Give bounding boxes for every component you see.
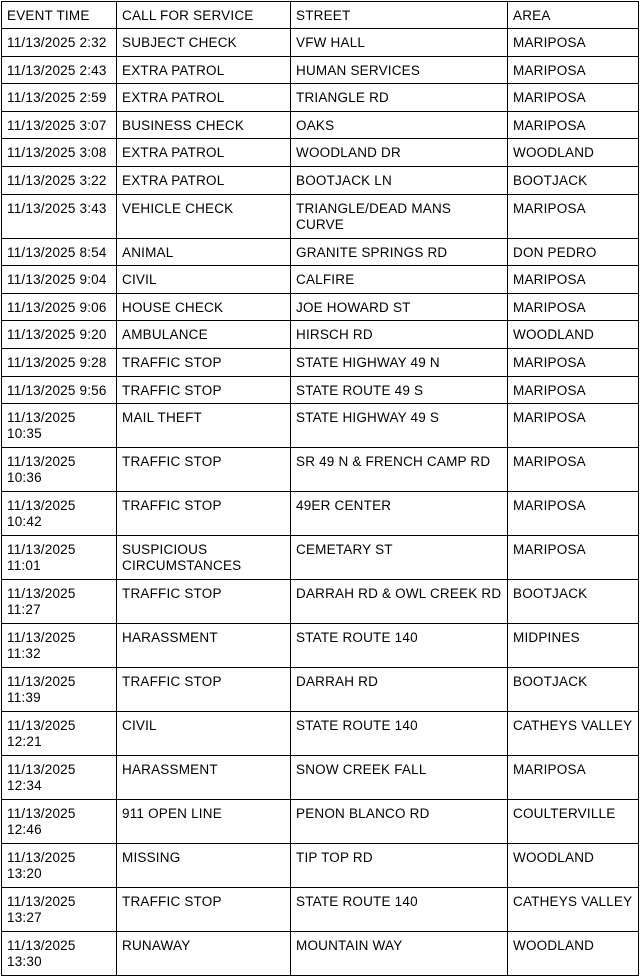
area-cell: WOODLAND <box>508 139 639 167</box>
table-row <box>2 139 639 167</box>
area-cell: MARIPOSA <box>508 84 639 112</box>
street-cell: BOOTJACK LN <box>291 166 508 194</box>
event-time-cell: 11/13/2025 9:20 <box>2 321 117 349</box>
street-cell: TIP TOP RD <box>291 844 508 888</box>
event-time-cell: 11/13/2025 9:06 <box>2 293 117 321</box>
event-time-cell: 11/13/2025 13:30 <box>2 932 117 976</box>
street-cell: TRIANGLE RD <box>291 84 508 112</box>
table-row <box>2 376 639 404</box>
street-cell: DARRAH RD & OWL CREEK RD <box>291 580 508 624</box>
call-for-service-cell: MISSING <box>117 844 291 888</box>
table-row <box>2 194 639 238</box>
call-for-service-cell: TRAFFIC STOP <box>117 888 291 932</box>
area-cell: COULTERVILLE <box>508 800 639 844</box>
table-row <box>2 932 639 976</box>
area-cell: WOODLAND <box>508 844 639 888</box>
event-time-cell: 11/13/2025 9:04 <box>2 266 117 294</box>
call-for-service-cell: SUBJECT CHECK <box>117 29 291 57</box>
call-for-service-cell: TRAFFIC STOP <box>117 448 291 492</box>
call-for-service-cell: TRAFFIC STOP <box>117 668 291 712</box>
table-row <box>2 536 639 580</box>
header-call-for-service: CALL FOR SERVICE <box>117 2 291 29</box>
event-time-cell: 11/13/2025 10:42 <box>2 492 117 536</box>
area-cell: BOOTJACK <box>508 580 639 624</box>
event-time-cell: 11/13/2025 11:39 <box>2 668 117 712</box>
table-row <box>2 321 639 349</box>
call-for-service-cell: AMBULANCE <box>117 321 291 349</box>
call-log-table <box>1 1 639 976</box>
event-time-cell: 11/13/2025 3:08 <box>2 139 117 167</box>
area-cell: WOODLAND <box>508 932 639 976</box>
call-for-service-cell: CIVIL <box>117 712 291 756</box>
call-for-service-cell: BUSINESS CHECK <box>117 111 291 139</box>
table-row <box>2 56 639 84</box>
event-time-cell: 11/13/2025 2:59 <box>2 84 117 112</box>
street-cell: PENON BLANCO RD <box>291 800 508 844</box>
table-row <box>2 888 639 932</box>
table-row <box>2 84 639 112</box>
event-time-cell: 11/13/2025 11:27 <box>2 580 117 624</box>
event-time-cell: 11/13/2025 10:36 <box>2 448 117 492</box>
street-cell: TRIANGLE/DEAD MANS CURVE <box>291 194 508 238</box>
table-row <box>2 712 639 756</box>
table-row <box>2 29 639 57</box>
area-cell: CATHEYS VALLEY <box>508 712 639 756</box>
event-time-cell: 11/13/2025 9:56 <box>2 376 117 404</box>
table-row <box>2 448 639 492</box>
table-body <box>2 29 639 976</box>
call-for-service-cell: SUSPICIOUS CIRCUMSTANCES <box>117 536 291 580</box>
event-time-cell: 11/13/2025 9:28 <box>2 348 117 376</box>
call-for-service-cell: EXTRA PATROL <box>117 56 291 84</box>
event-time-cell: 11/13/2025 8:54 <box>2 238 117 266</box>
street-cell: STATE ROUTE 49 S <box>291 376 508 404</box>
table-row <box>2 800 639 844</box>
area-cell: MARIPOSA <box>508 29 639 57</box>
call-for-service-cell: MAIL THEFT <box>117 404 291 448</box>
call-for-service-cell: HARASSMENT <box>117 624 291 668</box>
call-for-service-cell: EXTRA PATROL <box>117 139 291 167</box>
street-cell: WOODLAND DR <box>291 139 508 167</box>
call-for-service-cell: EXTRA PATROL <box>117 166 291 194</box>
street-cell: HIRSCH RD <box>291 321 508 349</box>
table-row <box>2 238 639 266</box>
call-for-service-cell: ANIMAL <box>117 238 291 266</box>
header-street: STREET <box>291 2 508 29</box>
street-cell: STATE ROUTE 140 <box>291 712 508 756</box>
street-cell: 49ER CENTER <box>291 492 508 536</box>
street-cell: STATE ROUTE 140 <box>291 888 508 932</box>
header-area: AREA <box>508 2 639 29</box>
area-cell: BOOTJACK <box>508 166 639 194</box>
event-time-cell: 11/13/2025 2:43 <box>2 56 117 84</box>
table-row <box>2 624 639 668</box>
call-for-service-cell: 911 OPEN LINE <box>117 800 291 844</box>
event-time-cell: 11/13/2025 3:43 <box>2 194 117 238</box>
street-cell: HUMAN SERVICES <box>291 56 508 84</box>
table-row <box>2 668 639 712</box>
street-cell: GRANITE SPRINGS RD <box>291 238 508 266</box>
area-cell: MARIPOSA <box>508 404 639 448</box>
table-row <box>2 166 639 194</box>
header-event-time: EVENT TIME <box>2 2 117 29</box>
area-cell: MARIPOSA <box>508 111 639 139</box>
area-cell: BOOTJACK <box>508 668 639 712</box>
table-row <box>2 348 639 376</box>
table-row <box>2 111 639 139</box>
event-time-cell: 11/13/2025 3:07 <box>2 111 117 139</box>
call-for-service-cell: RUNAWAY <box>117 932 291 976</box>
table-row <box>2 492 639 536</box>
call-for-service-cell: TRAFFIC STOP <box>117 348 291 376</box>
table-row <box>2 756 639 800</box>
street-cell: STATE ROUTE 140 <box>291 624 508 668</box>
area-cell: MARIPOSA <box>508 266 639 294</box>
event-time-cell: 11/13/2025 12:46 <box>2 800 117 844</box>
area-cell: MARIPOSA <box>508 348 639 376</box>
area-cell: WOODLAND <box>508 321 639 349</box>
street-cell: SNOW CREEK FALL <box>291 756 508 800</box>
event-time-cell: 11/13/2025 13:27 <box>2 888 117 932</box>
street-cell: CALFIRE <box>291 266 508 294</box>
table-row <box>2 580 639 624</box>
area-cell: MARIPOSA <box>508 194 639 238</box>
area-cell: DON PEDRO <box>508 238 639 266</box>
call-for-service-cell: TRAFFIC STOP <box>117 376 291 404</box>
street-cell: SR 49 N & FRENCH CAMP RD <box>291 448 508 492</box>
street-cell: VFW HALL <box>291 29 508 57</box>
call-for-service-cell: VEHICLE CHECK <box>117 194 291 238</box>
call-for-service-cell: HARASSMENT <box>117 756 291 800</box>
area-cell: MARIPOSA <box>508 56 639 84</box>
call-for-service-cell: EXTRA PATROL <box>117 84 291 112</box>
area-cell: MIDPINES <box>508 624 639 668</box>
street-cell: STATE HIGHWAY 49 N <box>291 348 508 376</box>
call-for-service-cell: TRAFFIC STOP <box>117 492 291 536</box>
area-cell: MARIPOSA <box>508 448 639 492</box>
table-row <box>2 293 639 321</box>
area-cell: MARIPOSA <box>508 492 639 536</box>
table-row <box>2 404 639 448</box>
street-cell: MOUNTAIN WAY <box>291 932 508 976</box>
event-time-cell: 11/13/2025 11:01 <box>2 536 117 580</box>
area-cell: MARIPOSA <box>508 293 639 321</box>
header-row <box>2 2 639 29</box>
area-cell: MARIPOSA <box>508 536 639 580</box>
table-row <box>2 844 639 888</box>
event-time-cell: 11/13/2025 12:34 <box>2 756 117 800</box>
event-time-cell: 11/13/2025 12:21 <box>2 712 117 756</box>
street-cell: DARRAH RD <box>291 668 508 712</box>
street-cell: JOE HOWARD ST <box>291 293 508 321</box>
street-cell: CEMETARY ST <box>291 536 508 580</box>
table-row <box>2 266 639 294</box>
area-cell: MARIPOSA <box>508 376 639 404</box>
event-time-cell: 11/13/2025 13:20 <box>2 844 117 888</box>
event-time-cell: 11/13/2025 10:35 <box>2 404 117 448</box>
event-time-cell: 11/13/2025 11:32 <box>2 624 117 668</box>
event-time-cell: 11/13/2025 3:22 <box>2 166 117 194</box>
call-for-service-cell: CIVIL <box>117 266 291 294</box>
call-for-service-cell: TRAFFIC STOP <box>117 580 291 624</box>
area-cell: MARIPOSA <box>508 756 639 800</box>
street-cell: OAKS <box>291 111 508 139</box>
call-for-service-cell: HOUSE CHECK <box>117 293 291 321</box>
event-time-cell: 11/13/2025 2:32 <box>2 29 117 57</box>
street-cell: STATE HIGHWAY 49 S <box>291 404 508 448</box>
area-cell: CATHEYS VALLEY <box>508 888 639 932</box>
